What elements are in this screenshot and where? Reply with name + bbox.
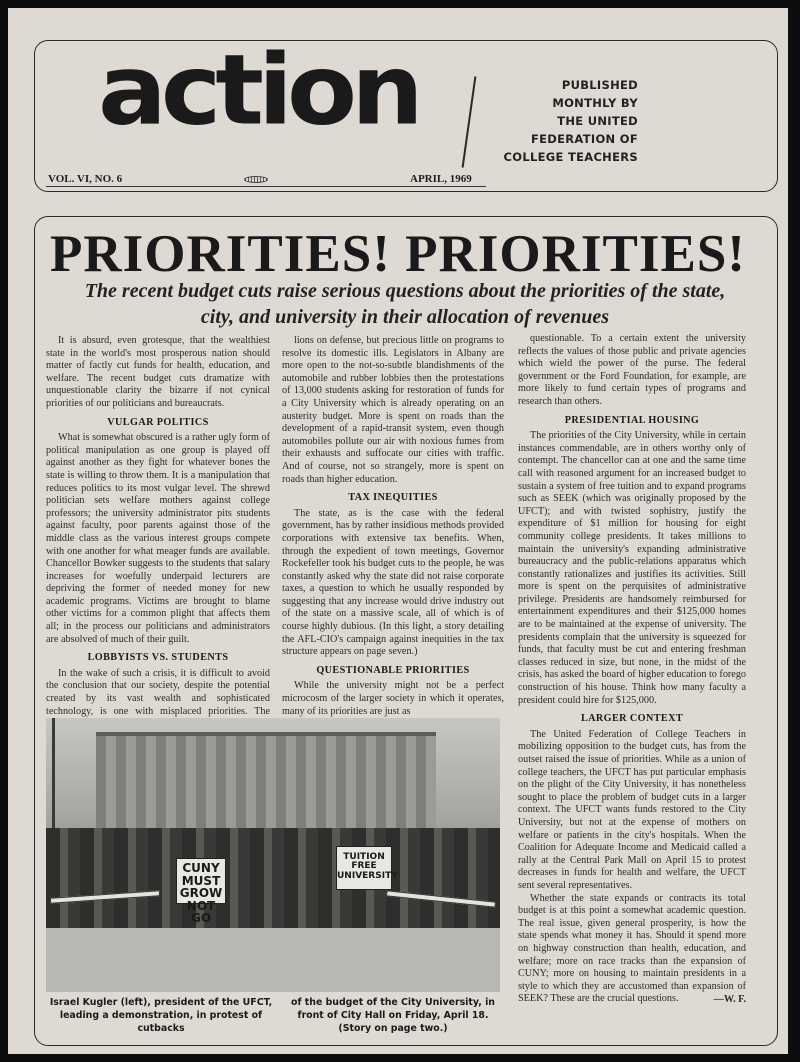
issue-date: APRIL, 1969 <box>410 173 472 185</box>
protest-sign: TUITION FREE UNIVERSITY <box>336 846 392 890</box>
publisher-info <box>490 76 638 166</box>
photo-caption-right: of the budget of the City University, in front of City Hall on Friday, April 18. (Story on page two.) <box>291 997 495 1034</box>
section-heading: VULGAR POLITICS <box>107 416 209 428</box>
paragraph: The priorities of the City University, while in certain instances commendable, are in others worthy only of contempt. The chancellor can at one and the same time call with reasoned argument for an increased budget to sustain a system of free tuition and to expand programs such as SEEK (which was originally proposed by the UFCT); and with twisted sophistry, justify the expenditure of $1 million for housing for eight community college presidents. It takes millions to maintain the university's expanding administrative bureaucracy and the public-relations apparatus which constantly rationalizes and justifies its activities. Still more is spent on the perquisites of administrative privilege. Presidents are handsomely reimbursed for entertainment expenditures and their $125,000 homes are to be maintained at the expense of university. The presidents complain that the university is squeezed for funds, that faculty must be cut and entering freshman classes reduced in size, but none, in the midst of the crisis, has asked the board of higher education to forego construction of his house. Think how many faculty a president could hire for $125,000. <box>518 430 747 706</box>
section-heading: LOBBYISTS VS. STUDENTS <box>87 652 229 664</box>
photo-caption-left: Israel Kugler (left), president of the UFCT, leading a demonstration, in protest of cutbacks <box>49 997 273 1034</box>
section-heading: QUESTIONABLE PRIORITIES <box>316 664 470 676</box>
publisher-line: PUBLISHED <box>561 78 638 92</box>
paragraph: It is absurd, even grotesque, that the wealthiest state in the world's most prosperous nation should matter of factly cut funds for health, education, and welfare. The recent budget cuts dramatize with unquestionable clarity the bizarre if not cynical priorities of our politicians and bureaucrats. <box>46 335 270 409</box>
protest-crowd <box>46 828 500 938</box>
column-1 <box>46 335 270 731</box>
protest-sign: CUNY MUST GROW NOT GO <box>176 858 226 904</box>
subheadline: The recent budget cuts raise serious questions about the priorities of the state, city, and university in their allocation of revenues <box>84 280 726 328</box>
demonstration-photo <box>46 718 500 992</box>
paragraph: While the university might not be a perfect microcosm of the larger society in which it operates, many of its priorities are just as <box>282 680 504 717</box>
paragraph: In the wake of such a crisis, it is difficult to avoid the conclusion that our society, despite the potential created by its vast wealth and sophisticated technology, is one with misplaced priorities. The <box>46 667 270 717</box>
volume-number: VOL. VI, NO. 6 <box>48 173 123 185</box>
paragraph: lions on defense, but precious little on programs to resolve its domestic ills. Legislators in Albany are more open to the not-so-subtle blandishments of the automobile and rubber lobbies then the protestations of 13,000 students asking for restoration of funds for a City University which is already operating on an austerity budget. More is spent on roads than the development of a rapid-transit system, even though automobiles pollute our air with noxious fumes from their exhausts and suffocate our cities with traffic. And of course, not so strangely, more is spent on roads than higher education. <box>282 335 504 485</box>
paragraph: questionable. To a certain extent the university reflects the values of those public and private agencies which wield the power of the purse. The federal government or the Ford Foundation, for example, are more likely to fund certain types of programs and research than others. <box>518 333 746 407</box>
section-heading: LARGER CONTEXT <box>580 713 684 725</box>
masthead-title: action <box>98 34 418 148</box>
union-emblem-icon <box>244 176 268 183</box>
publisher-line: FEDERATION OF <box>530 132 638 146</box>
paragraph: Whether the state expands or contracts its total budget is at this point a somewhat academic question. The real issue, given general prosperity, is how the state spends what money it has. Should it spend more on highway construction than health, education, and welfare; more on race tracks than the expansion of CUNY; more on housing to maintain presidents in a style to which they are accustomed than expansion of SEEK? These are the crucial questions. <box>518 892 746 1005</box>
masthead-rule <box>46 186 486 187</box>
street <box>46 928 500 992</box>
paragraph: The United Federation of College Teachers in mobilizing opposition to the budget cuts, has from the outset raised the issue of priorities. While as a union of college teachers, the UFCT has put particular emphasis on the plight of the City University, it has nonetheless sought to place the problem of budget cuts in a larger context. The UFCT wants funds restored to the City University, but not at the expense of mothers on welfare or patients in the city's hospitals. When the Coalition for Adequate Income and Medicaid called a rally at the Central Park Mall on April 15 to protest decreases in funds for health and welfare, the UFCT sent several representatives. <box>518 728 746 891</box>
section-heading: PRESIDENTIAL HOUSING <box>564 414 700 426</box>
publisher-line: COLLEGE TEACHERS <box>503 150 638 164</box>
column-2 <box>282 335 504 718</box>
paragraph: What is somewhat obscured is a rather ugly form of political manipulation as one group is played off against another as they fight for whatever bones the state is willing to throw them. It is a manipulation that reduces politics to its most vulgar level. The shrewd politician sets welfare mothers against college professors; the university administrator pits students against faculty, poor parents against those of the middle class as the various interest groups compete with one another for what meager funds are available. Chancellor Bowker suggests to the students that salary increases for woefully underpaid lecturers are depriving the former of needed money for new academic programs. Victims are brought to blame other victims for a common plight that affects them all; in the process our politicians and administrators are absolved of much of their guilt. <box>46 432 270 645</box>
section-heading: TAX INEQUITIES <box>348 492 438 504</box>
publisher-line: MONTHLY BY <box>552 96 638 110</box>
paragraph: The state, as is the case with the federal government, has by rather insidious methods provided corporations with extensive tax benefits. When, through the expedient of town meetings, Governor Rockefeller took his budget cuts to the people, he was constantly asked why the state did not raise corporate taxes, a question to which he usually responded by suggesting that any increase would drive industry out of the state on a massive scale, all of which is of course highly dubious. (In this light, a story detailing the AFL-CIO's campaign against inequities in the tax structure appears on page seven.) <box>282 507 504 658</box>
column-3 <box>518 333 746 1006</box>
publisher-line: THE UNITED <box>557 114 638 128</box>
headline: PRIORITIES! PRIORITIES! <box>50 225 746 283</box>
city-hall-building <box>96 732 436 842</box>
author-signature: —W. F. <box>713 993 746 1005</box>
